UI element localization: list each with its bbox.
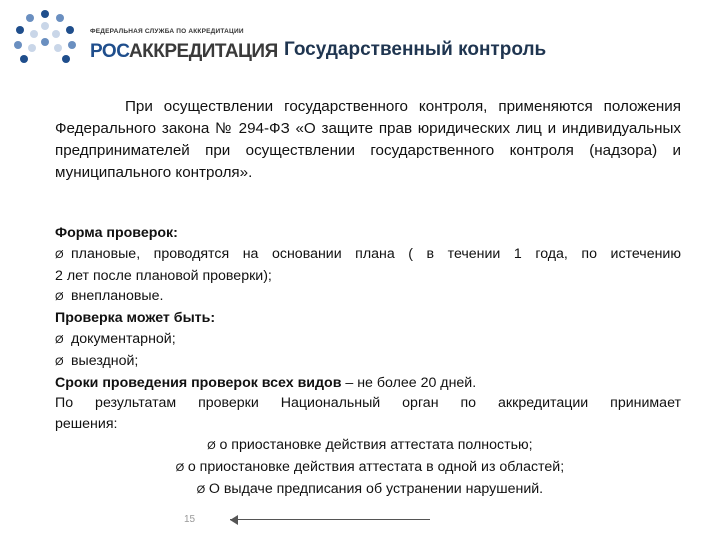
slide-body — [55, 223, 681, 500]
results-line: По результатам проверки Национальный орган по аккредитации принимает — [55, 395, 681, 412]
types-heading: Проверка может быть: — [55, 310, 216, 327]
bullet-arrow-icon: Ø — [55, 333, 64, 346]
slide-title: Государственный контроль — [284, 39, 547, 60]
page-number: 15 — [184, 514, 196, 525]
bullet-arrow-icon: Ø — [175, 461, 185, 474]
bullet-arrow-icon: Ø — [55, 291, 64, 304]
results-line-continued: решения: — [55, 416, 118, 433]
rosaccreditation-logo — [10, 8, 278, 76]
terms-line: Сроки проведения проверок всех видов – не более 20 дней. — [55, 374, 477, 391]
bullet-arrow-icon: Ø — [55, 355, 64, 368]
decision-item: Ø о приостановке действия аттестата полностью; — [55, 435, 681, 457]
onsite-item: Ø выездной; — [55, 351, 681, 373]
logo-wordmark-part1: РОС — [90, 41, 129, 62]
planned-item-continued: 2 лет после плановой проверки); — [55, 267, 272, 284]
unplanned-item: Ø внеплановые. — [55, 286, 681, 308]
arrow-left-icon — [230, 515, 238, 525]
decision-item: Ø О выдаче предписания об устранении нарушений. — [55, 479, 681, 501]
logo-subtitle: ФЕДЕРАЛЬНАЯ СЛУЖБА ПО АККРЕДИТАЦИИ — [90, 28, 244, 35]
planned-item: Ø плановые, проводятся на основании плана ( в течении 1 года, по истечению — [55, 244, 681, 266]
logo-wordmark — [90, 41, 278, 63]
decision-item: Ø о приостановке действия аттестата в одной из областей; — [55, 457, 681, 479]
bullet-arrow-icon: Ø — [196, 483, 206, 496]
footer-divider — [230, 519, 430, 520]
intro-paragraph: При осуществлении государственного контроля, применяются положения Федерального закона № 294-ФЗ «О защите прав юридических лиц и индивидуальных предпринимателей при осуществлении государственного контроля (надзора) и муниципального контроля». — [55, 98, 681, 181]
bullet-arrow-icon: Ø — [55, 248, 64, 261]
logo-emblem-icon — [10, 8, 80, 76]
bullet-arrow-icon: Ø — [207, 439, 216, 452]
logo-wordmark-part2: АККРЕДИТАЦИЯ — [128, 41, 278, 62]
documentary-item: Ø документарной; — [55, 329, 681, 351]
forms-heading: Форма проверок: — [55, 225, 178, 241]
